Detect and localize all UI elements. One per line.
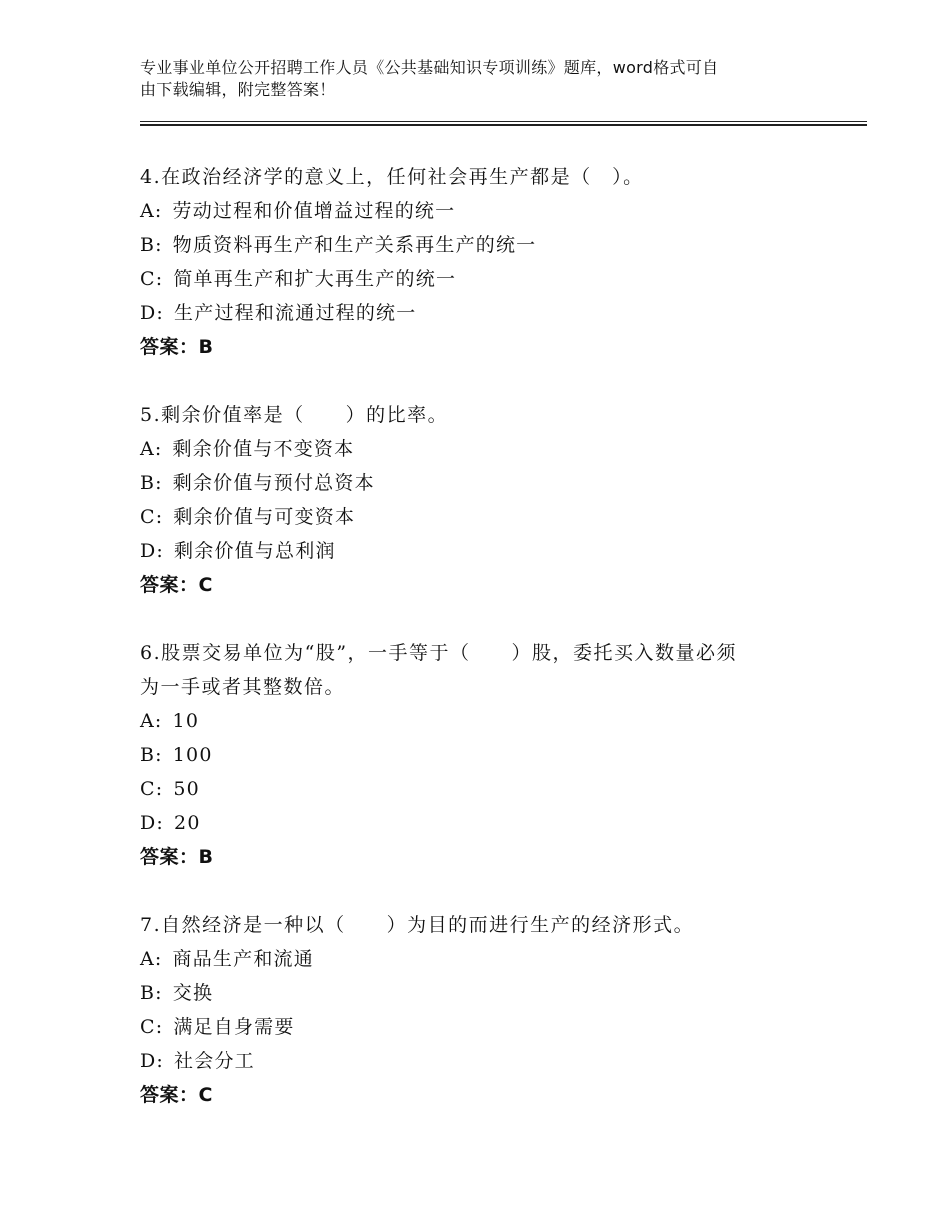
option-text: 生产过程和流通过程的统一 — [174, 302, 417, 324]
option-letter: C: — [140, 778, 164, 800]
question-stem-line: 4.在政治经济学的意义上，任何社会再生产都是（ ）。 — [140, 166, 644, 188]
option-text: 社会分工 — [174, 1050, 255, 1072]
option-letter: A: — [140, 200, 163, 222]
option-letter: D: — [140, 1050, 165, 1072]
option-letter: C: — [140, 1016, 164, 1038]
answer-option — [140, 976, 840, 1010]
question-stem-line: 5.剩余价值率是（ ）的比率。 — [140, 404, 449, 426]
answer-option — [140, 228, 840, 262]
question-block — [140, 160, 840, 364]
answer-option — [140, 806, 840, 840]
header-divider-top — [140, 121, 867, 122]
answer-option — [140, 262, 840, 296]
answer-key: 答案：B — [140, 846, 214, 868]
answer-option — [140, 194, 840, 228]
option-text: 物质资料再生产和生产关系再生产的统一 — [172, 234, 537, 256]
option-text: 100 — [172, 744, 213, 766]
option-letter: D: — [140, 302, 165, 324]
option-text: 剩余价值与可变资本 — [173, 506, 356, 528]
option-text: 劳动过程和价值增益过程的统一 — [172, 200, 456, 222]
option-letter: C: — [140, 506, 164, 528]
option-letter: A: — [140, 710, 163, 732]
option-letter: D: — [140, 812, 165, 834]
question-block — [140, 398, 840, 602]
option-text: 满足自身需要 — [173, 1016, 295, 1038]
header-line-2: 由下载编辑，附完整答案！ — [140, 80, 336, 99]
option-text: 20 — [174, 812, 201, 834]
answer-option — [140, 296, 840, 330]
question-stem-line: 7.自然经济是一种以（ ）为目的而进行生产的经济形式。 — [140, 914, 695, 936]
option-letter: B: — [140, 982, 163, 1004]
answer-option — [140, 466, 840, 500]
question-block — [140, 908, 840, 1112]
option-letter: A: — [140, 438, 163, 460]
answer-option — [140, 500, 840, 534]
option-letter: D: — [140, 540, 165, 562]
option-text: 交换 — [172, 982, 214, 1004]
document-header — [140, 57, 820, 101]
option-text: 简单再生产和扩大再生产的统一 — [173, 268, 457, 290]
answer-key: 答案：B — [140, 336, 214, 358]
answer-option — [140, 1044, 840, 1078]
question-stem-line: 6.股票交易单位为“股”，一手等于（ ）股，委托买入数量必须 — [140, 642, 738, 664]
option-text: 10 — [172, 710, 200, 732]
option-text: 商品生产和流通 — [172, 948, 314, 970]
option-text: 50 — [173, 778, 200, 800]
answer-option — [140, 772, 840, 806]
question-stem — [140, 636, 840, 704]
option-letter: B: — [140, 472, 163, 494]
header-line-1: 专业事业单位公开招聘工作人员《公共基础知识专项训练》题库，word格式可自 — [140, 58, 719, 77]
answer-option — [140, 942, 840, 976]
question-stem — [140, 160, 840, 194]
question-stem — [140, 398, 840, 432]
answer-option — [140, 534, 840, 568]
question-stem — [140, 908, 840, 942]
answer-option — [140, 738, 840, 772]
answer-option — [140, 704, 840, 738]
answer-option — [140, 1010, 840, 1044]
question-list — [140, 160, 840, 1146]
answer-option — [140, 432, 840, 466]
answer-key: 答案：C — [140, 574, 213, 596]
answer-key: 答案：C — [140, 1084, 213, 1106]
option-text: 剩余价值与预付总资本 — [172, 472, 375, 494]
option-text: 剩余价值与总利润 — [174, 540, 336, 562]
option-letter: B: — [140, 744, 163, 766]
header-divider-bottom — [140, 124, 867, 126]
question-block — [140, 636, 840, 874]
question-stem-line: 为一手或者其整数倍。 — [140, 676, 346, 698]
option-text: 剩余价值与不变资本 — [172, 438, 355, 460]
option-letter: A: — [140, 948, 163, 970]
option-letter: C: — [140, 268, 164, 290]
option-letter: B: — [140, 234, 163, 256]
